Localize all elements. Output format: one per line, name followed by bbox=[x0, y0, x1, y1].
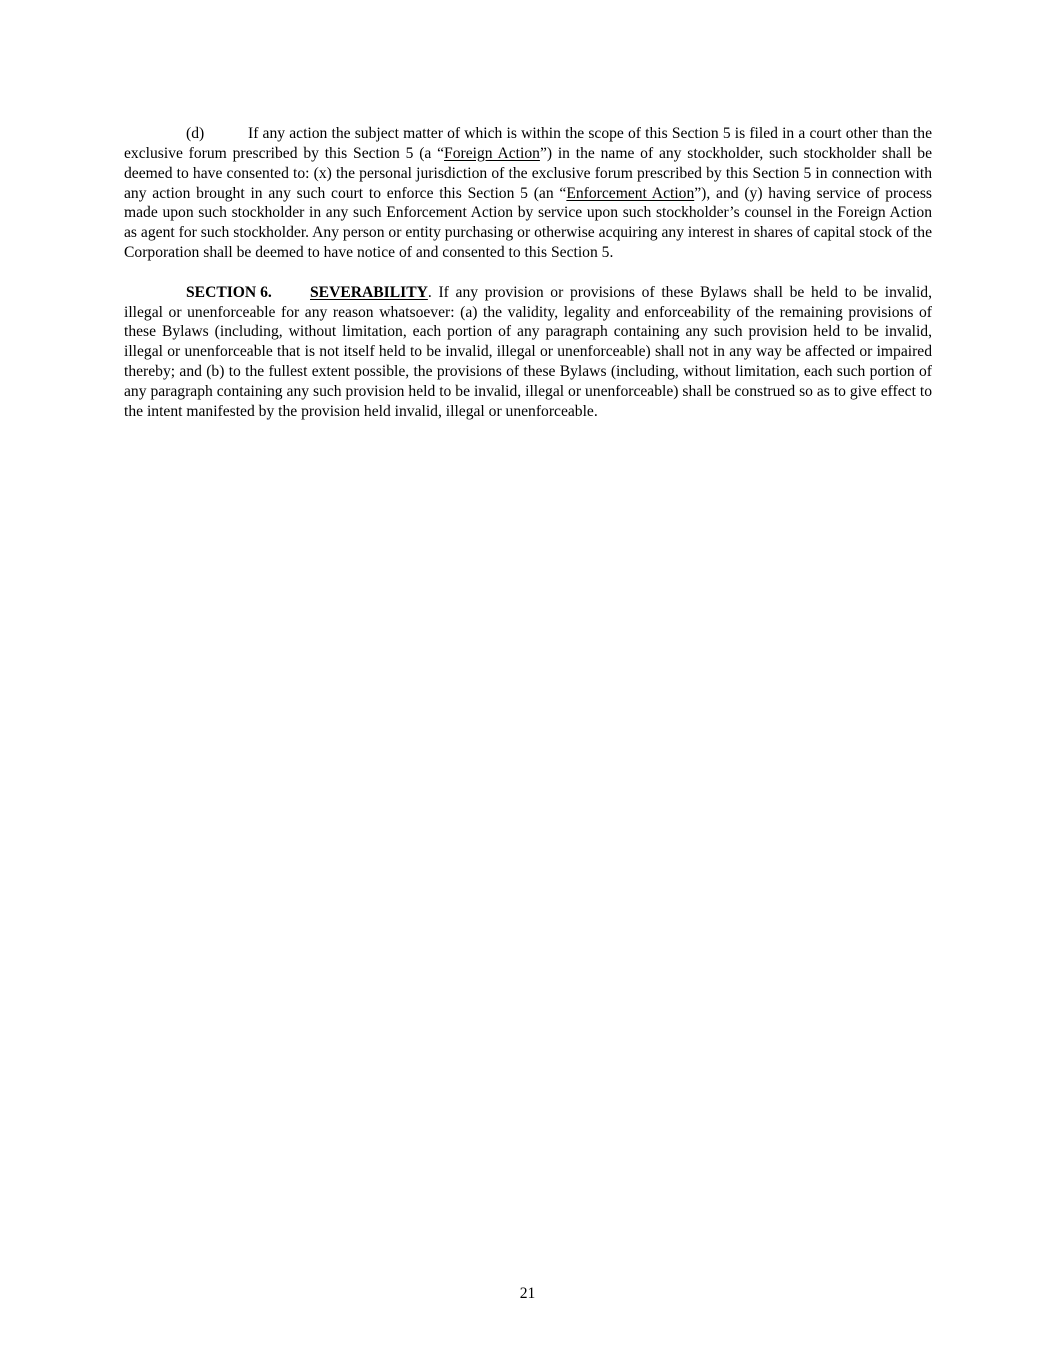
defined-term-foreign-action: Foreign Action bbox=[444, 144, 540, 162]
section-title-period: . bbox=[427, 283, 432, 301]
paragraph-text: ”) in the name of any stockholder, such stockholder shall be deemed to have consented to: (x) the personal jurisdiction of the exclusive forum prescribed by this Section 5 in connection with any action brought in any such court to enforce this Section 5 (an “ bbox=[124, 144, 932, 202]
section-body: If any provision or provisions of these Bylaws shall be held to be invalid, illegal or unenforceable for any reason whatsoever: (a) the validity, legality and enforceability of the remaining provisions of these Bylaws (including, without limitation, each portion of any paragraph containing any such provision held to be invalid, illegal or unenforceable that is not itself held to be invalid, illegal or unenforceable) shall not in any way be affected or impaired thereby; and (b) to the fullest extent possible, the provisions of these Bylaws (including, without limitation, each such portion of any paragraph containing any such provision held to be invalid, illegal or unenforceable) shall be construed so as to give effect to the intent manifested by the provision held invalid, illegal or unenforceable. bbox=[124, 283, 932, 420]
paragraph-label: (d) bbox=[186, 125, 205, 142]
page-number: 21 bbox=[519, 1285, 536, 1302]
section-title: SEVERABILITY bbox=[310, 283, 428, 301]
paragraph-text: ”), and (y) having service of process made upon such stockholder in any such Enforcement Action by service upon such stockholder’s counsel in the Foreign Action as agent for such stockholder. Any person or entity purchasing or otherwise acquiring any interest in shares of capital stock of the Corporation shall be deemed to have notice of and consented to this Section 5. bbox=[124, 184, 932, 262]
section-6-paragraph bbox=[124, 283, 932, 422]
paragraph-text: If any action the subject matter of which is within the scope of this Section 5 is filed in a court other than the exclusive forum prescribed by this Section 5 (a “ bbox=[124, 125, 932, 162]
paragraph-d bbox=[124, 124, 932, 263]
section-number: SECTION 6. bbox=[186, 283, 272, 301]
page-body bbox=[124, 124, 932, 442]
defined-term-enforcement-action: Enforcement Action bbox=[566, 184, 695, 202]
